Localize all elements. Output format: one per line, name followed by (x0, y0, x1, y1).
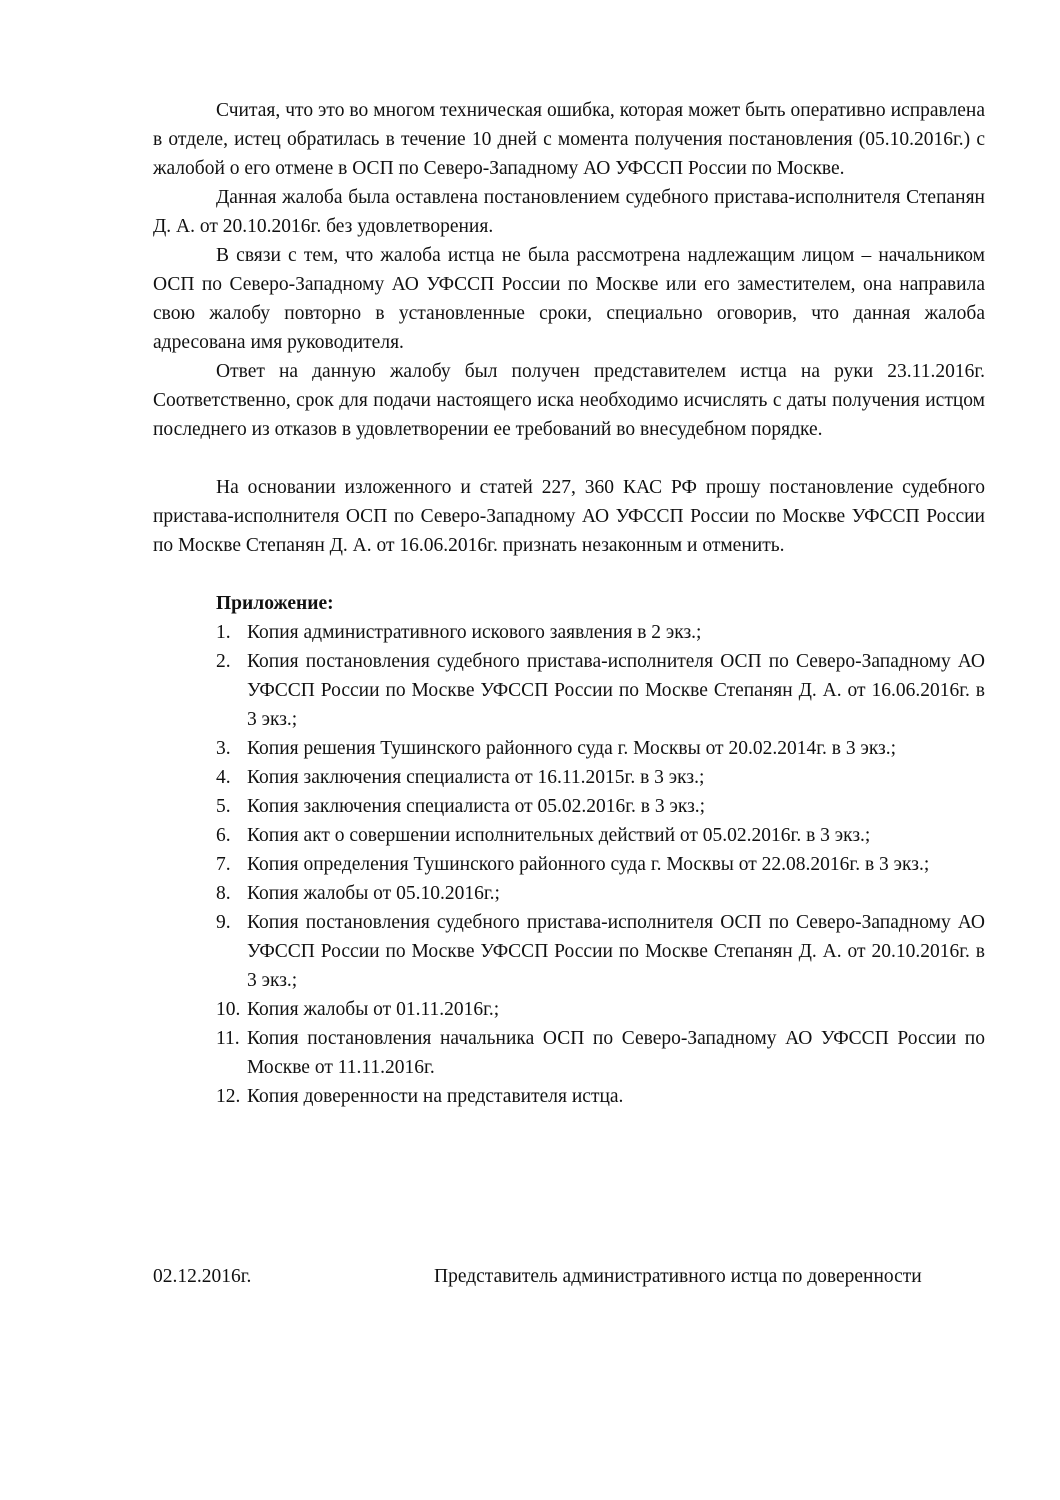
list-item-text: Копия жалобы от 05.10.2016г.; (247, 883, 500, 904)
attachments-heading: Приложение: (216, 593, 334, 614)
list-item-number: 10. (216, 999, 241, 1020)
list-item-text: Копия жалобы от 01.11.2016г.; (247, 999, 500, 1020)
list-item (153, 647, 985, 734)
list-item (153, 792, 985, 821)
paragraph-response-received: Ответ на данную жалобу был получен представителем истца на руки 23.11.2016г. Соответственно, срок для подачи настоящего иска необходимо исчислять с даты получения истцом последнего из отказов в удовлетворении ее требований во внесудебном порядке. (153, 361, 985, 440)
spacer (153, 560, 985, 589)
signature-date: 02.12.2016г. (153, 1266, 252, 1287)
paragraph-repeat-complaint: В связи с тем, что жалоба истца не была рассмотрена надлежащим лицом – начальником ОСП по Северо-Западному АО УФССП России по Москве или его заместителем, она направила свою жалобу повторно в установленные сроки, специально оговорив, что данная жалоба адресована имя руководителя. (153, 245, 985, 353)
list-item (153, 908, 985, 995)
list-item (153, 821, 985, 850)
list-item (153, 1024, 985, 1082)
list-item-text: Копия заключения специалиста от 16.11.2015г. в 3 экз.; (247, 767, 705, 788)
list-item-number: 2. (216, 651, 231, 672)
list-item-text: Копия административного искового заявления в 2 экз.; (247, 622, 702, 643)
list-item (153, 618, 985, 647)
list-item (153, 763, 985, 792)
list-item-text: Копия акт о совершении исполнительных действий от 05.02.2016г. в 3 экз.; (247, 825, 871, 846)
list-item-number: 6. (216, 825, 231, 846)
document-body (153, 96, 985, 1111)
list-item-text: Копия решения Тушинского районного суда г. Москвы от 20.02.2014г. в 3 экз.; (247, 738, 897, 759)
list-item-number: 7. (216, 854, 231, 875)
list-item (153, 734, 985, 763)
list-item-text: Копия постановления судебного пристава-исполнителя ОСП по Северо-Западному АО УФССП России по Москве УФССП России по Москве Степанян Д. А. от 20.10.2016г. в 3 экз.; (247, 912, 985, 991)
list-item-text: Копия заключения специалиста от 05.02.2016г. в 3 экз.; (247, 796, 706, 817)
list-item-text: Копия доверенности на представителя истца. (247, 1086, 624, 1107)
spacer (153, 444, 985, 473)
list-item-number: 11. (216, 1028, 240, 1049)
list-item (153, 850, 985, 879)
list-item-text: Копия постановления начальника ОСП по Северо-Западному АО УФССП России по Москве от 11.11.2016г. (247, 1028, 985, 1078)
list-item (153, 879, 985, 908)
list-item (153, 995, 985, 1024)
list-item-number: 1. (216, 622, 231, 643)
paragraph-complaint-rejected: Данная жалоба была оставлена постановлением судебного пристава-исполнителя Степанян Д. А. от 20.10.2016г. без удовлетворения. (153, 187, 985, 237)
list-item (153, 1082, 985, 1111)
signature-role: Представитель административного истца по доверенности (434, 1266, 922, 1287)
list-item-text: Копия определения Тушинского районного суда г. Москвы от 22.08.2016г. в 3 экз.; (247, 854, 930, 875)
list-item-text: Копия постановления судебного пристава-исполнителя ОСП по Северо-Западному АО УФССП России по Москве УФССП России по Москве Степанян Д. А. от 16.06.2016г. в 3 экз.; (247, 651, 985, 730)
list-item-number: 8. (216, 883, 231, 904)
attachments-list (153, 618, 985, 1111)
list-item-number: 12. (216, 1086, 241, 1107)
paragraph-request: На основании изложенного и статей 227, 360 КАС РФ прошу постановление судебного пристава-исполнителя ОСП по Северо-Западному АО УФССП России по Москве УФССП России по Москве Степанян Д. А. от 16.06.2016г. признать незаконным и отменить. (153, 477, 985, 556)
list-item-number: 9. (216, 912, 231, 933)
list-item-number: 5. (216, 796, 231, 817)
paragraph-complaint-filed: Считая, что это во многом техническая ошибка, которая может быть оперативно исправлена в отделе, истец обратилась в течение 10 дней с момента получения постановления (05.10.2016г.) с жалобой о его отмене в ОСП по Северо-Западному АО УФССП России по Москве. (153, 100, 985, 179)
list-item-number: 3. (216, 738, 231, 759)
list-item-number: 4. (216, 767, 231, 788)
